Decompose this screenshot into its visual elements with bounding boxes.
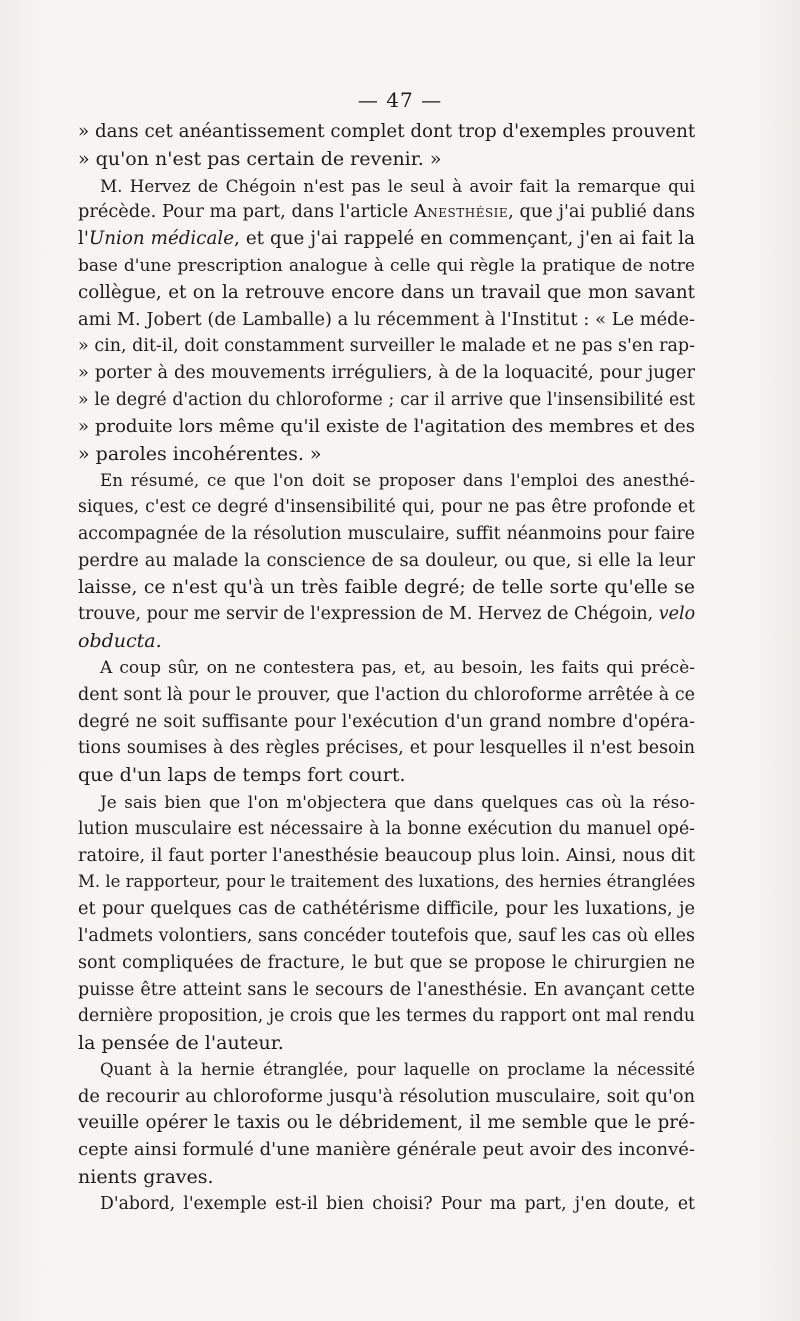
text-line	[78, 253, 695, 280]
text-line-main: Je sais bien que l'on m'objectera que dans quelques cas où la réso-	[100, 791, 695, 812]
text-line-main: M. le rapporteur, pour le traitement des luxations, des hernies étranglées	[78, 872, 696, 892]
text-line	[78, 762, 695, 789]
body-text	[78, 119, 695, 1218]
text-line-main: veuille opérer le taxis ou le débridement, il me semble que le pré-	[78, 1112, 695, 1134]
text-line-main: dent sont là pour le prouver, que l'action du chloroforme arrêtée à ce	[78, 684, 695, 705]
text-italic: Union médicale	[88, 228, 234, 250]
text-line-main: siques, c'est ce degré d'insensibilité qui, pour ne pas être profonde et	[78, 497, 695, 518]
text-line-main: l'	[78, 228, 89, 250]
text-line-main: » cin, dit-il, doit constamment surveiller le malade et ne pas s'en rap-	[78, 336, 695, 357]
text-line-main: cepte ainsi formulé d'une manière générale peut avoir des inconvé-	[78, 1139, 695, 1161]
text-line-main: précède. Pour ma part, dans l'article	[78, 202, 414, 223]
text-line	[78, 923, 695, 950]
text-line-main: » porter à des mouvements irréguliers, à de la loquacité, pour juger	[78, 363, 695, 384]
text-line	[78, 387, 695, 414]
text-line-main: degré ne soit suffisante pour l'exécution d'un grand nombre d'opéra-	[78, 711, 695, 732]
text-line	[78, 333, 695, 360]
text-line-main: accompagnée de la résolution musculaire, suffit néanmoins pour faire	[78, 523, 695, 544]
text-line	[78, 441, 695, 468]
text-line	[78, 869, 695, 896]
text-line-main: dernière proposition, je crois que les termes du rapport ont mal rendu	[78, 1006, 695, 1027]
text-line	[78, 1030, 695, 1057]
text-line	[78, 119, 695, 146]
text-line	[78, 709, 695, 736]
text-italic: velo	[658, 604, 696, 625]
text-line-main: perdre au malade la conscience de sa douleur, ou que, si elle la leur	[78, 550, 695, 571]
text-line	[78, 280, 695, 307]
text-line	[78, 360, 695, 387]
text-line-main: et pour quelques cas de cathétérisme difficile, pour les luxations, je	[78, 899, 695, 920]
text-line	[78, 467, 695, 494]
text-line	[78, 173, 695, 200]
text-line-main: tions soumises à des règles précises, et pour lesquelles il n'est besoin	[78, 738, 695, 759]
text-line-main: A coup sûr, on ne contestera pas, et, au besoin, les faits qui précè-	[100, 657, 695, 678]
text-line-main: de recourir au chloroforme jusqu'à résolution musculaire, soit qu'on	[78, 1086, 695, 1107]
text-line	[78, 682, 695, 709]
text-line	[78, 843, 695, 870]
text-line-main: ami M. Jobert (de Lamballe) a lu récemment à l'Institut : « Le méde-	[78, 309, 695, 330]
text-line-tail: , que j'ai publié dans	[508, 202, 695, 223]
text-line	[78, 307, 695, 334]
text-line-tail: , et que j'ai rappelé en commençant, j'en ai fait la	[234, 228, 695, 250]
text-line	[78, 1110, 695, 1137]
text-line-main: lution musculaire est nécessaire à la bonne exécution du manuel opé-	[78, 818, 695, 839]
text-line	[78, 1191, 695, 1218]
text-line	[78, 548, 695, 575]
text-line-main: l'admets volontiers, sans concéder toutefois que, sauf les cas où elles	[78, 925, 695, 946]
text-line-main: base d'une prescription analogue à celle qui règle la pratique de notre	[78, 255, 695, 276]
text-line	[78, 1084, 695, 1111]
text-line-main: trouve, pour me servir de l'expression de M. Hervez de Chégoin,	[78, 604, 659, 625]
text-line	[78, 655, 695, 682]
text-line	[78, 601, 695, 628]
text-line-main: que d'un laps de temps fort court.	[78, 764, 406, 787]
text-line-main: laisse, ce n'est qu'à un très faible degré; de telle sorte qu'elle se	[78, 576, 695, 598]
text-line	[78, 1003, 695, 1030]
text-line	[78, 146, 695, 173]
text-line-main: nients graves.	[78, 1166, 214, 1189]
text-line-main: puisse être atteint sans le secours de l'anesthésie. En avançant cette	[78, 979, 695, 1000]
text-line	[78, 575, 695, 602]
text-line	[78, 1137, 695, 1164]
text-line	[78, 199, 695, 226]
text-line-main: » dans cet anéantissement complet dont trop d'exemples prouvent	[78, 121, 696, 142]
text-small-caps: Anesthésie	[413, 202, 509, 223]
text-line-main: D'abord, l'exemple est-il bien choisi? Pour ma part, j'en doute, et	[100, 1193, 695, 1214]
text-line	[78, 1057, 695, 1084]
text-line	[78, 896, 695, 923]
text-line	[78, 628, 695, 655]
text-line	[78, 977, 695, 1004]
text-line-main: collègue, et on la retrouve encore dans un travail que mon savant	[78, 281, 695, 303]
text-line	[78, 521, 695, 548]
text-line	[78, 950, 695, 977]
text-line	[78, 816, 695, 843]
text-line-main: » produite lors même qu'il existe de l'agitation des membres et des	[78, 415, 695, 437]
text-line-main: En résumé, ce que l'on doit se proposer dans l'emploi des anesthé-	[100, 470, 695, 491]
text-line	[78, 735, 695, 762]
text-line-main: sont compliquées de fracture, le but que se propose le chirurgien ne	[78, 952, 695, 973]
text-line-main: la pensée de l'auteur.	[78, 1032, 284, 1055]
text-line	[78, 494, 695, 521]
text-line-main: » le degré d'action du chloroforme ; car il arrive que l'insensibilité est	[78, 389, 695, 410]
text-line-main: M. Hervez de Chégoin n'est pas le seul à avoir fait la remarque qui	[100, 175, 695, 196]
text-line	[78, 789, 695, 816]
text-italic: obducta.	[78, 630, 162, 653]
page-number: — 47 —	[357, 88, 443, 112]
text-line	[78, 414, 695, 441]
text-line-main: » qu'on n'est pas certain de revenir. »	[78, 147, 442, 170]
text-line-main: » paroles incohérentes. »	[78, 442, 322, 465]
text-line	[78, 226, 695, 253]
text-line-main: Quant à la hernie étranglée, pour laquelle on proclame la nécessité	[100, 1059, 695, 1079]
text-line	[78, 1164, 695, 1191]
text-line-main: ratoire, il faut porter l'anesthésie beaucoup plus loin. Ainsi, nous dit	[78, 845, 695, 866]
